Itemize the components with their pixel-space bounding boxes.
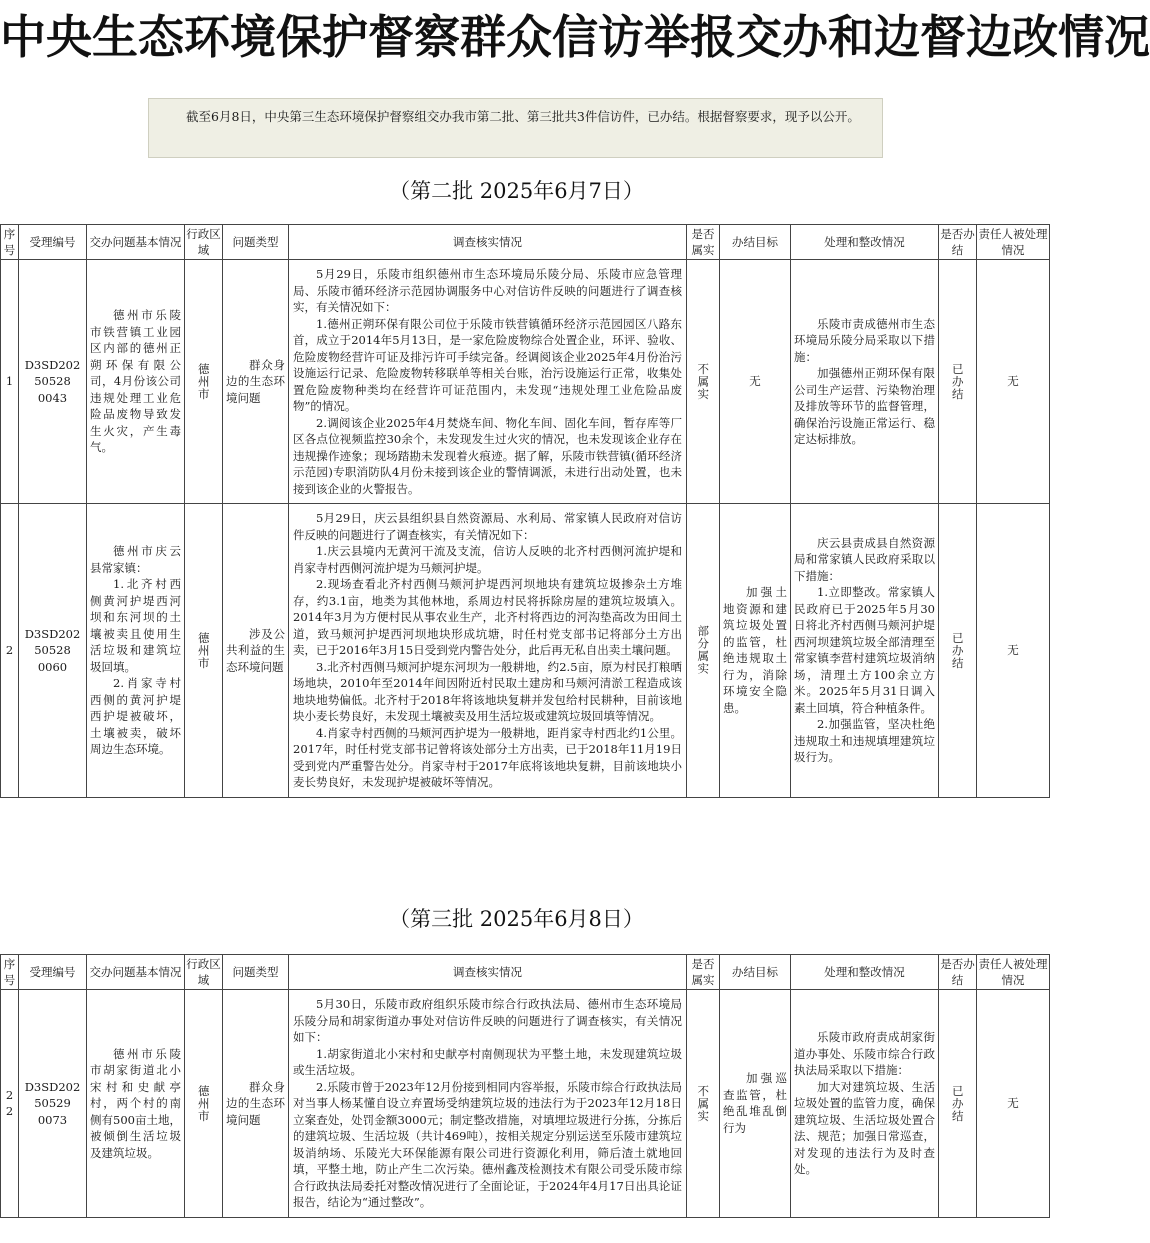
intro-box: 截至6月8日，中央第三生态环境保护督察组交办我市第二批、第三批共3件信访件，已办结。根据督察要求，现予以公开。 xyxy=(148,98,883,158)
investigation-paragraph: 2.调阅该企业2025年4月焚烧车间、物化车间、固化车间，暂存库等厂区各点位视频监控30余个，未发现发生过火灾的情况，也未发现该企业存在违规操作迹象；现场踏勘未发现着火痕迹。据了解，乐陵市铁营镇(循环经济示范园)专职消防队4月份未接到该企业的警情调派，未进行出动处置，也未接到该企业的火警报告。 xyxy=(293,415,682,496)
col-goal: 办结目标 xyxy=(720,955,791,990)
type-text: 涉及公共利益的生态环境问题 xyxy=(226,626,285,674)
basic-paragraph: 2.肖家寺村西侧的黄河护堤西护堤被破坏，土壤被卖，破坏周边生态环境。 xyxy=(90,676,181,756)
investigation-paragraph: 5月29日，乐陵市组织德州市生态环境局乐陵分局、乐陵市应急管理局、乐陵市循环经济示范园协调服务中心对信访件反映的问题进行了调查核实，有关情况如下： xyxy=(293,267,682,314)
col-handling: 处理和整改情况 xyxy=(791,955,939,990)
col-resp: 责任人被处理情况 xyxy=(977,225,1050,260)
handling-paragraph: 乐陵市责成德州市生态环境局乐陵分局采取以下措施： xyxy=(794,316,935,364)
cell-handling xyxy=(791,504,939,798)
col-seq: 序号 xyxy=(1,955,19,990)
cell-region: 德州市 xyxy=(185,504,223,798)
type-text: 群众身边的生态环境问题 xyxy=(226,1079,285,1127)
investigation-paragraph: 2.现场查看北齐村西侧马颊河护堤西河坝地块有建筑垃圾掺杂土方堆存，约3.1亩，地类为其他林地，系周边村民将拆除房屋的建筑垃圾填入。2014年3月为方便村民从事农业生产，北齐村将西边的河沟垫高改为田间土道，致马颊河护堤西河坝地块形成坑塘，时任村党支部书记将部分土方出卖，已于2016年3月15日受到党内警告处分，此后再无私自出卖土壤问题。 xyxy=(293,577,682,657)
cell-investigation xyxy=(289,260,687,504)
col-region: 行政区域 xyxy=(185,955,223,990)
col-investigation: 调查核实情况 xyxy=(289,225,687,260)
handling-paragraph: 加强德州正朔环保有限公司生产运营、污染物治理及排放等环节的监督管理，确保治污设施正常运行、稳定达标排放。 xyxy=(794,366,935,446)
investigation-paragraph: 5月30日，乐陵市政府组织乐陵市综合行政执法局、德州市生态环境局乐陵分局和胡家街道办事处对信访件反映的问题进行了调查核实，有关情况如下： xyxy=(293,997,682,1044)
cell-handling xyxy=(791,260,939,504)
cell-closed: 已办结 xyxy=(939,504,977,798)
cell-type xyxy=(223,260,289,504)
investigation-paragraph: 1.德州正朔环保有限公司位于乐陵市铁营镇循环经济示范园园区八路东首，成立于2014年5月13日，是一家危险废物综合处置企业，环评、验收、危险废物经营许可证及排污许可手续完备。经调阅该企业2025年4月份治污设施运行记录、危险废物转移联单等相关台账，治污设施运行正常，收集处置危险废物种类均在经营许可证范围内，未发现“违规处理工业危险品废物”的情况。 xyxy=(293,316,682,413)
batch-2-title: （第二批 2025年6月7日） xyxy=(389,179,644,203)
col-basic: 交办问题基本情况 xyxy=(87,955,185,990)
goal-text: 无 xyxy=(749,374,761,389)
page-title: 中央生态环境保护督察群众信访举报交办和边督边改情况 xyxy=(0,10,1150,64)
col-closed: 是否办结 xyxy=(939,955,977,990)
cell-region: 德州市 xyxy=(185,990,223,1218)
col-seq: 序号 xyxy=(1,225,19,260)
cell-investigation xyxy=(289,504,687,798)
col-region: 行政区域 xyxy=(185,225,223,260)
batch-2-table xyxy=(0,224,1050,798)
investigation-paragraph: 5月29日，庆云县组织县自然资源局、水利局、常家镇人民政府对信访件反映的问题进行了调查核实，有关情况如下： xyxy=(293,511,682,542)
handling-paragraph: 乐陵市政府责成胡家街道办事处、乐陵市综合行政执法局采取以下措施： xyxy=(794,1030,935,1077)
investigation-paragraph: 1.胡家街道北小宋村和史献亭村南侧现状为平整土地，未发现建筑垃圾或生活垃圾。 xyxy=(293,1046,682,1077)
basic-paragraph: 1.北齐村西侧黄河护堤西河坝和东河坝的土壤被卖且使用生活垃圾和建筑垃圾回填。 xyxy=(90,577,181,674)
cell-goal xyxy=(720,504,791,798)
cell-seq: 22 xyxy=(1,990,19,1218)
col-investigation: 调查核实情况 xyxy=(289,955,687,990)
cell-seq: 2 xyxy=(1,504,19,798)
col-type: 问题类型 xyxy=(223,955,289,990)
col-acc: 受理编号 xyxy=(19,225,87,260)
cell-basic xyxy=(87,990,185,1218)
table-row xyxy=(1,504,1050,798)
batch-3-table xyxy=(0,954,1050,1218)
col-verified: 是否属实 xyxy=(687,225,720,260)
type-text: 群众身边的生态环境问题 xyxy=(226,357,285,405)
cell-acc: D3SD20250528 0060 xyxy=(19,504,87,798)
investigation-paragraph: 4.肖家寺村西侧的马颊河西护堤为一般耕地，距肖家寺村西北约1公里。2017年，时任村党支部书记曾将该处部分土方出卖，已于2018年11月19日受到党内严重警告处分。肖家寺村于2017年底将该地块复耕，目前该地块小麦长势良好，未发现护堤被破坏等情况。 xyxy=(293,725,682,789)
cell-closed: 已办结 xyxy=(939,260,977,504)
handling-paragraph: 庆云县责成县自然资源局和常家镇人民政府采取以下措施： xyxy=(794,535,935,583)
cell-acc: D3SD20250528 0043 xyxy=(19,260,87,504)
col-goal: 办结目标 xyxy=(720,225,791,260)
handling-paragraph: 1.立即整改。常家镇人民政府已于2025年5月30日将北齐村西侧马颊河护堤西河坝建筑垃圾全部清理至常家镇李营村建筑垃圾消纳场，清理土方100余立方米。2025年5月31日调入素土回填，符合种植条件。 xyxy=(794,585,935,715)
col-verified: 是否属实 xyxy=(687,955,720,990)
basic-paragraph: 德州市乐陵市胡家街道北小宋村和史献亭村，两个村的南侧有500亩土地，被倾倒生活垃圾及建筑垃圾。 xyxy=(90,1046,181,1160)
cell-type xyxy=(223,504,289,798)
cell-resp: 无 xyxy=(977,504,1050,798)
investigation-paragraph: 1.庆云县境内无黄河干流及支流，信访人反映的北齐村西侧河流护堤和肖家寺村西侧河流护堤为马颊河护堤。 xyxy=(293,544,682,575)
table-row xyxy=(1,260,1050,504)
cell-basic xyxy=(87,260,185,504)
cell-goal xyxy=(720,990,791,1218)
cell-closed: 已办结 xyxy=(939,990,977,1218)
cell-goal xyxy=(720,260,791,504)
col-type: 问题类型 xyxy=(223,225,289,260)
investigation-paragraph: 2.乐陵市曾于2023年12月份接到相同内容举报，乐陵市综合行政执法局对当事人杨某懂自设立弃置场受纳建筑垃圾的违法行为于2023年12月18日立案查处，处罚金额3000元；制定整改措施，对填埋垃圾进行分拣，分拣后的建筑垃圾、生活垃圾（共计469吨），按相关规定分别运送至乐陵市建筑垃圾消纳场、乐陵光大环保能源有限公司进行资源化利用，筛后渣土就地回填，平整土地，防止产生二次污染。德州鑫茂检测技术有限公司受乐陵市综合行政执法局委托对整改情况进行了全面论证，于2024年4月17日出具论证报告，结论为“通过整改”。 xyxy=(293,1079,682,1209)
col-resp: 责任人被处理情况 xyxy=(977,955,1050,990)
cell-verified: 不属实 xyxy=(687,260,720,504)
handling-paragraph: 2.加强监管，坚决杜绝违规取土和违规填埋建筑垃圾行为。 xyxy=(794,717,935,765)
cell-type xyxy=(223,990,289,1218)
cell-investigation xyxy=(289,990,687,1218)
table-row xyxy=(1,990,1050,1218)
batch-3-title: （第三批 2025年6月8日） xyxy=(389,907,644,931)
cell-region: 德州市 xyxy=(185,260,223,504)
col-handling: 处理和整改情况 xyxy=(791,225,939,260)
goal-text: 加强土地资源和建筑垃圾处置的监管，杜绝违规取土行为，消除环境安全隐患。 xyxy=(723,585,787,715)
col-acc: 受理编号 xyxy=(19,955,87,990)
basic-paragraph: 德州市庆云县常家镇： xyxy=(90,544,181,575)
col-closed: 是否办结 xyxy=(939,225,977,260)
handling-paragraph: 加大对建筑垃圾、生活垃圾处置的监管力度，确保建筑垃圾、生活垃圾处置合法、规范；加强日常巡查，对发现的违法行为及时查处。 xyxy=(794,1079,935,1176)
cell-handling xyxy=(791,990,939,1218)
col-basic: 交办问题基本情况 xyxy=(87,225,185,260)
cell-seq: 1 xyxy=(1,260,19,504)
cell-resp: 无 xyxy=(977,990,1050,1218)
basic-paragraph: 德州市乐陵市铁营镇工业园区内部的德州正朔环保有限公司，4月份该公司违规处理工业危险品废物导致发生火灾，产生毒气。 xyxy=(90,308,181,455)
cell-basic xyxy=(87,504,185,798)
table-header xyxy=(1,225,1050,260)
cell-verified: 部分属实 xyxy=(687,504,720,798)
investigation-paragraph: 3.北齐村西侧马颊河护堤东河坝为一般耕地，约2.5亩，原为村民打粮晒场地块，2010年至2014年间因附近村民取土建房和马颊河清淤工程造成该地块地势偏低。北齐村于2018年将该地块复耕并发包给村民耕种，目前该地块小麦长势良好，未发现土壤被卖及用生活垃圾或建筑垃圾回填等情况。 xyxy=(293,659,682,723)
cell-resp: 无 xyxy=(977,260,1050,504)
goal-text: 加强巡查监管，杜绝乱堆乱倒行为 xyxy=(723,1071,787,1135)
table-header xyxy=(1,955,1050,990)
cell-acc: D3SD20250529 0073 xyxy=(19,990,87,1218)
cell-verified: 不属实 xyxy=(687,990,720,1218)
